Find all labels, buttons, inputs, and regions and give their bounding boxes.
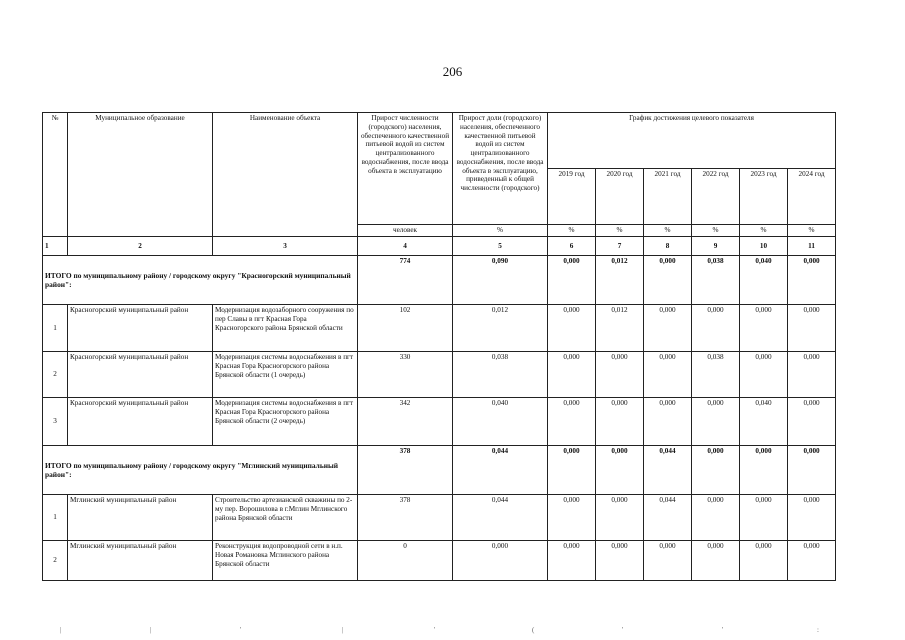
section-total-value: 378 [358, 446, 453, 495]
section-total-label: ИТОГО по муниципальному району / городскому округу "Красногорский муниципальный район": [43, 256, 358, 305]
row-value: 0,000 [596, 541, 644, 581]
row-value: 0,000 [788, 305, 836, 352]
section-total-label: ИТОГО по муниципальному району / городскому округу "Мглинский муниципальный район": [43, 446, 358, 495]
row-number: 3 [43, 398, 68, 446]
row-municipality: Мглинский муниципальный район [68, 495, 213, 541]
section-total-value: 0,090 [453, 256, 548, 305]
unit-percent: % [788, 225, 836, 237]
unit-percent: % [596, 225, 644, 237]
column-number: 10 [740, 237, 788, 256]
section-total-value: 0,040 [740, 256, 788, 305]
section-total-value: 0,000 [788, 256, 836, 305]
row-value: 0 [358, 541, 453, 581]
row-value: 0,038 [692, 352, 740, 398]
section-total-row [43, 446, 836, 495]
row-value: 0,000 [692, 305, 740, 352]
header-year: 2020 год [596, 169, 644, 225]
row-value: 0,000 [453, 541, 548, 581]
row-municipality: Красногорский муниципальный район [68, 398, 213, 446]
header-num: № [43, 113, 68, 237]
column-numbers-row [43, 237, 836, 256]
column-number: 8 [644, 237, 692, 256]
unit-percent: % [692, 225, 740, 237]
column-number: 6 [548, 237, 596, 256]
header-municipality: Муниципальное образование [68, 113, 213, 237]
table-row [43, 398, 836, 446]
table-row [43, 495, 836, 541]
row-value: 0,000 [644, 352, 692, 398]
row-object-name: Реконструкция водопроводной сети в н.п. Новая Романовка Мглинского района Брянской области [213, 541, 358, 581]
row-value: 0,044 [453, 495, 548, 541]
row-municipality: Мглинский муниципальный район [68, 541, 213, 581]
page-number: 206 [442, 64, 463, 79]
header-population-growth: Прирост численности (городского) населения, обеспеченного качественной питьевой водой из систем централизованного водоснабжения, после ввода объекта в эксплуатацию [358, 113, 453, 225]
unit-percent: % [548, 225, 596, 237]
section-total-value: 0,044 [453, 446, 548, 495]
table-row [43, 352, 836, 398]
table-row [43, 305, 836, 352]
unit-percent: % [453, 225, 548, 237]
column-number: 9 [692, 237, 740, 256]
header-year: 2023 год [740, 169, 788, 225]
column-number: 5 [453, 237, 548, 256]
column-number: 11 [788, 237, 836, 256]
header-year: 2021 год [644, 169, 692, 225]
header-share-growth: Прирост доли (городского) населения, обеспеченного качественной питьевой водой из систем централизованного водоснабжения, после ввода объекта в эксплуатацию, приведенный к общей численности (городского) [453, 113, 548, 225]
section-total-value: 0,000 [740, 446, 788, 495]
row-value: 102 [358, 305, 453, 352]
row-value: 0,000 [548, 352, 596, 398]
row-number: 2 [43, 541, 68, 581]
row-value: 378 [358, 495, 453, 541]
unit-percent: % [644, 225, 692, 237]
row-value: 0,000 [740, 541, 788, 581]
row-value: 0,000 [548, 305, 596, 352]
header-year: 2022 год [692, 169, 740, 225]
section-total-value: 0,038 [692, 256, 740, 305]
section-total-value: 0,000 [644, 256, 692, 305]
row-value: 0,012 [596, 305, 644, 352]
row-value: 0,000 [644, 541, 692, 581]
row-value: 0,000 [740, 305, 788, 352]
header-year: 2019 год [548, 169, 596, 225]
column-number: 4 [358, 237, 453, 256]
row-value: 0,044 [644, 495, 692, 541]
row-value: 0,000 [548, 398, 596, 446]
row-value: 0,000 [692, 398, 740, 446]
row-value: 0,000 [596, 352, 644, 398]
row-value: 0,000 [644, 305, 692, 352]
header-year: 2024 год [788, 169, 836, 225]
section-total-row [43, 256, 836, 305]
row-object-name: Строительство артезианской скважины по 2-му пер. Ворошилова в г.Мглин Мглинского района Брянской области [213, 495, 358, 541]
row-municipality: Красногорский муниципальный район [68, 305, 213, 352]
row-value: 0,012 [453, 305, 548, 352]
row-value: 0,000 [788, 352, 836, 398]
section-total-value: 0,000 [788, 446, 836, 495]
header-schedule: График достижения целевого показателя [548, 113, 836, 169]
unit-people: человек [358, 225, 453, 237]
section-total-value: 0,000 [692, 446, 740, 495]
unit-percent: % [740, 225, 788, 237]
row-value: 0,000 [788, 398, 836, 446]
row-value: 0,000 [548, 541, 596, 581]
row-value: 0,000 [788, 495, 836, 541]
column-number: 3 [213, 237, 358, 256]
row-value: 0,000 [692, 495, 740, 541]
row-value: 0,000 [692, 541, 740, 581]
column-number: 7 [596, 237, 644, 256]
section-total-value: 0,000 [548, 446, 596, 495]
row-municipality: Красногорский муниципальный район [68, 352, 213, 398]
target-indicator-table [42, 112, 836, 581]
row-value: 0,040 [740, 398, 788, 446]
header-row-1 [43, 113, 836, 169]
section-total-value: 0,044 [644, 446, 692, 495]
table-row [43, 541, 836, 581]
row-number: 2 [43, 352, 68, 398]
row-object-name: Модернизация системы водоснабжения в пгт Красная Гора Красногорского района Брянской области (1 очередь) [213, 352, 358, 398]
row-value: 0,000 [596, 495, 644, 541]
row-value: 0,000 [788, 541, 836, 581]
row-value: 0,040 [453, 398, 548, 446]
row-value: 342 [358, 398, 453, 446]
scan-marks: | | ' | ' ( ' ' : [60, 626, 819, 634]
row-value: 0,000 [740, 495, 788, 541]
row-object-name: Модернизация системы водоснабжения в пгт Красная Гора Красногорского района Брянской области (2 очередь) [213, 398, 358, 446]
row-value: 0,000 [644, 398, 692, 446]
row-value: 0,000 [740, 352, 788, 398]
column-number: 2 [68, 237, 213, 256]
row-value: 0,000 [596, 398, 644, 446]
section-total-value: 0,012 [596, 256, 644, 305]
section-total-value: 0,000 [596, 446, 644, 495]
row-number: 1 [43, 305, 68, 352]
column-number: 1 [43, 237, 68, 256]
section-total-value: 0,000 [548, 256, 596, 305]
row-number: 1 [43, 495, 68, 541]
row-value: 0,000 [548, 495, 596, 541]
row-object-name: Модернизация водозаборного сооружения по пер Славы в пгт Красная Гора Красногорского района Брянской области [213, 305, 358, 352]
row-value: 330 [358, 352, 453, 398]
row-value: 0,038 [453, 352, 548, 398]
section-total-value: 774 [358, 256, 453, 305]
header-object: Наименование объекта [213, 113, 358, 237]
